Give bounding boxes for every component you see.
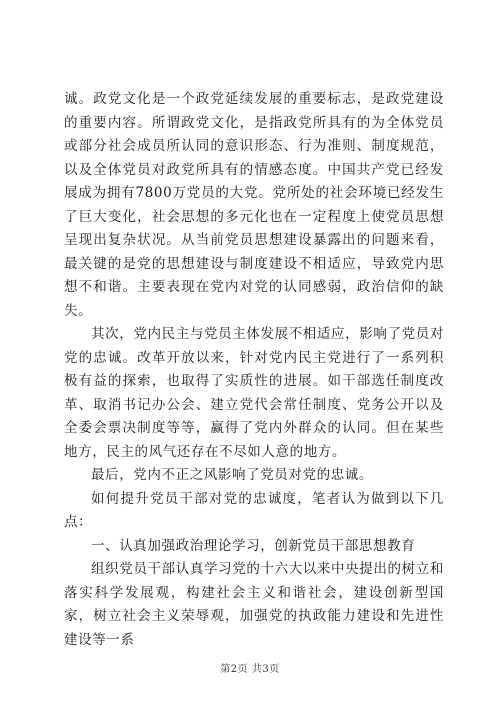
document-body [64,88,444,652]
paragraph-organize-study: 组织党员干部认真学习党的十六大以来中央提出的树立和落实科学发展观，构建社会主义和谐社会，建设创新型国家，树立社会主义荣辱观，加强党的执政能力建设和先进性建设等一系 [64,561,444,648]
section-heading-one: 一、认真加强政治理论学习，创新党员干部思想教育 [91,537,416,554]
paragraph-unhealthy-tendencies: 最后，党内不正之风影响了党员对党的忠诚。 [91,467,373,483]
page-footer: 第2页 共3页 [220,664,280,675]
paragraph-political-culture: 诚。政党文化是一个政党延续发展的重要标志，是政党建设的重要内容。所谓政党文化，是指政党所具有的为全体党员或部分社会成员所认同的意识形态、行为准则、制度规范，以及全体党员对政党所具有的情感态度。中国共产党已经发展成为拥有7800万党员的大党。党所处的社会环境已经发生了巨大变化，社会思想的多元化也在一定程度上使党员思想呈现出复杂状况。从当前党员思想建设暴露出的问题来看，最关键的是党的思想建设与制度建设不相适应，导致党内思想不和谐。主要表现在党内对党的认同感弱，政治信仰的缺失。 [64,91,444,319]
paragraph-inner-party-democracy: 其次，党内民主与党员主体发展不相适应，影响了党员对党的忠诚。改革开放以来，针对党内民主党进行了一系列积极有益的探索，也取得了实质性的进展。如干部选任制度改革、取消书记办公会、建立党代会常任制度、党务公开以及全委会票决制度等等，赢得了党内外群众的认同。但在某些地方，民主的风气还存在不尽如人意的地方。 [64,326,444,460]
paragraph-how-to-improve: 如何提升党员干部对党的忠诚度，笔者认为做到以下几点： [64,490,444,530]
